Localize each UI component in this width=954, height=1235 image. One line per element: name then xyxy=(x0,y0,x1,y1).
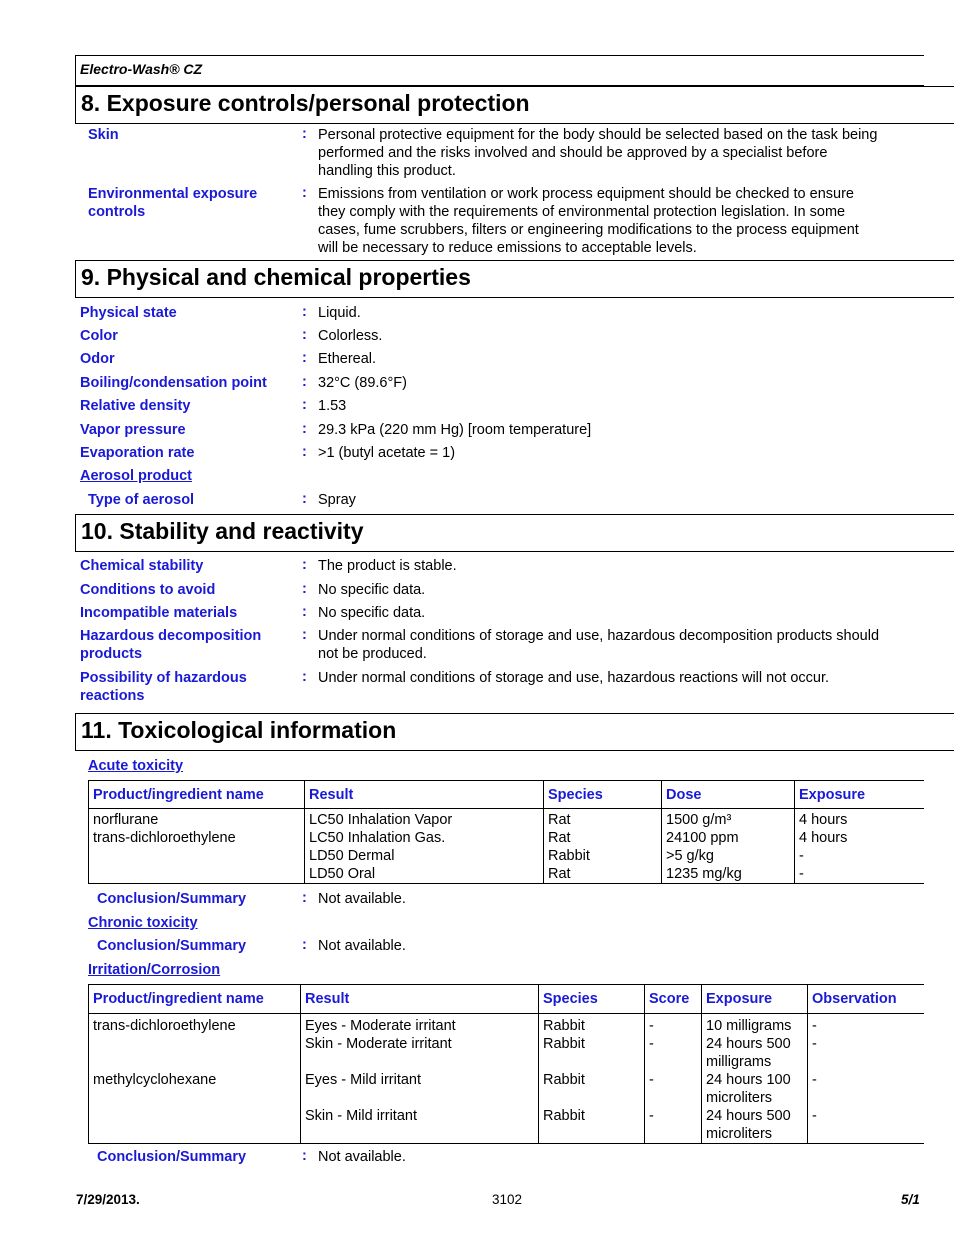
colon: : xyxy=(302,327,307,343)
env-exposure-label: Environmental exposure controls xyxy=(88,186,258,220)
irritation-table xyxy=(88,984,924,1144)
property-label: Vapor pressure xyxy=(80,422,186,438)
colon: : xyxy=(302,185,307,201)
aerosol-type-label: Type of aerosol xyxy=(88,492,195,508)
property-value: >1 (butyl acetate = 1) xyxy=(318,445,456,461)
incompatible-value: No specific data. xyxy=(318,605,426,621)
skin-text: Personal protective equipment for the body should be selected based on the task being performed and the risks involved and should be approved by a specialist before handling this product. xyxy=(318,127,878,179)
property-label: Physical state xyxy=(80,305,177,321)
property-label: Odor xyxy=(80,351,115,367)
section-title: 9. Physical and chemical properties xyxy=(81,264,471,290)
chronic-toxicity-link[interactable]: Chronic toxicity xyxy=(88,915,198,931)
section-title: 10. Stability and reactivity xyxy=(81,518,364,544)
name-cell: norflurane trans-dichloroethylene xyxy=(89,809,305,884)
hazardous-decomposition-label: Hazardous decomposition products xyxy=(80,628,262,662)
hazardous-reactions-value: Under normal conditions of storage and use, hazardous reactions will not occur. xyxy=(318,670,830,686)
score-cell: - - - - xyxy=(645,1014,702,1144)
hazardous-decomposition-value: Under normal conditions of storage and use, hazardous decomposition products should not be produced. xyxy=(318,628,880,662)
colon: : xyxy=(302,397,307,413)
species-cell: Rabbit Rabbit Rabbit Rabbit xyxy=(539,1014,645,1144)
conditions-label: Conditions to avoid xyxy=(80,582,216,598)
dose-cell: 1500 g/m³ 24100 ppm >5 g/kg 1235 mg/kg xyxy=(662,809,795,884)
property-value: Colorless. xyxy=(318,328,383,344)
skin-label: Skin xyxy=(88,127,119,143)
section-title: 8. Exposure controls/personal protection xyxy=(81,90,530,116)
colon: : xyxy=(302,557,307,573)
section-10-header xyxy=(75,514,954,552)
property-value: Ethereal. xyxy=(318,351,377,367)
property-value: 29.3 kPa (220 mm Hg) [room temperature] xyxy=(318,422,592,438)
env-exposure-text: Emissions from ventilation or work process equipment should be checked to ensure they comply with the requirements of environmental protection legislation. In some cases, fume scrubbers, filters or engineering modifications to the process equipment will be necessary to reduce emissions to acceptable levels. xyxy=(318,186,859,256)
conclusion-label: Conclusion/Summary xyxy=(97,938,247,954)
exposure-cell: 4 hours 4 hours - - xyxy=(795,809,925,884)
property-value: 32°C (89.6°F) xyxy=(318,375,407,391)
colon: : xyxy=(302,421,307,437)
column-header: Result xyxy=(301,985,539,1014)
column-header: Score xyxy=(645,985,702,1014)
column-header: Observation xyxy=(808,985,925,1014)
colon: : xyxy=(302,890,307,906)
table-row xyxy=(89,809,925,884)
colon: : xyxy=(302,444,307,460)
chemical-stability-value: The product is stable. xyxy=(318,558,457,574)
footer-page-number: 5/1 xyxy=(901,1192,920,1207)
property-label: Evaporation rate xyxy=(80,445,195,461)
footer-date: 7/29/2013. xyxy=(76,1192,140,1207)
chemical-stability-label: Chemical stability xyxy=(80,558,204,574)
colon: : xyxy=(302,669,307,685)
footer-code: 3102 xyxy=(492,1192,523,1207)
section-11-header xyxy=(75,713,954,751)
property-value: 1.53 xyxy=(318,398,347,414)
hazardous-reactions-label: Possibility of hazardous reactions xyxy=(80,670,247,704)
aerosol-product-link[interactable]: Aerosol product xyxy=(80,468,192,484)
column-header: Product/ingredient name xyxy=(89,985,301,1014)
conclusion-label: Conclusion/Summary xyxy=(97,1149,247,1165)
colon: : xyxy=(302,937,307,953)
conclusion-value: Not available. xyxy=(318,1149,406,1165)
colon: : xyxy=(302,374,307,390)
section-9-header xyxy=(75,260,954,298)
product-name: Electro-Wash® CZ xyxy=(80,61,203,77)
property-label: Boiling/condensation point xyxy=(80,375,267,391)
exposure-cell: 10 milligrams 24 hours 500 milligrams 24 hours 100 microliters 24 hours 500 microliters xyxy=(702,1014,808,1144)
colon: : xyxy=(302,604,307,620)
conclusion-value: Not available. xyxy=(318,891,406,907)
result-cell: LC50 Inhalation Vapor LC50 Inhalation Gas. LD50 Dermal LD50 Oral xyxy=(305,809,544,884)
property-label: Relative density xyxy=(80,398,191,414)
column-header: Result xyxy=(305,781,544,809)
column-header: Exposure xyxy=(795,781,925,809)
colon: : xyxy=(302,491,307,507)
conclusion-label: Conclusion/Summary xyxy=(97,891,247,907)
colon: : xyxy=(302,350,307,366)
species-cell: Rat Rat Rabbit Rat xyxy=(544,809,662,884)
section-title: 11. Toxicological information xyxy=(81,717,397,743)
acute-toxicity-table xyxy=(88,780,924,884)
table-row xyxy=(89,1014,925,1144)
colon: : xyxy=(302,126,307,142)
property-label: Color xyxy=(80,328,118,344)
colon: : xyxy=(302,1148,307,1164)
table-header-row xyxy=(89,985,925,1014)
column-header: Dose xyxy=(662,781,795,809)
conditions-value: No specific data. xyxy=(318,582,426,598)
document-header xyxy=(75,55,924,86)
incompatible-label: Incompatible materials xyxy=(80,605,238,621)
acute-toxicity-link[interactable]: Acute toxicity xyxy=(88,758,184,774)
column-header: Species xyxy=(539,985,645,1014)
conclusion-value: Not available. xyxy=(318,938,406,954)
irritation-corrosion-link[interactable]: Irritation/Corrosion xyxy=(88,962,221,978)
colon: : xyxy=(302,581,307,597)
name-cell: trans-dichloroethylene methylcyclohexane xyxy=(89,1014,301,1144)
column-header: Product/ingredient name xyxy=(89,781,305,809)
column-header: Species xyxy=(544,781,662,809)
section-8-header xyxy=(75,86,954,124)
aerosol-type-value: Spray xyxy=(318,492,356,508)
table-header-row xyxy=(89,781,925,809)
observation-cell: - - - - xyxy=(808,1014,925,1144)
result-cell: Eyes - Moderate irritant Skin - Moderate irritant Eyes - Mild irritant Skin - Mild irritant xyxy=(301,1014,539,1144)
property-value: Liquid. xyxy=(318,305,361,321)
column-header: Exposure xyxy=(702,985,808,1014)
colon: : xyxy=(302,304,307,320)
colon: : xyxy=(302,627,307,643)
